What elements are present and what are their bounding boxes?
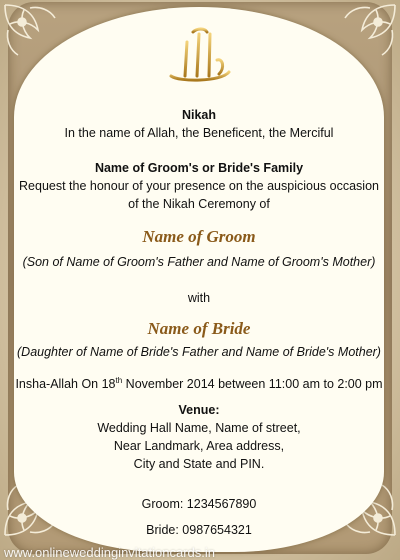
event-date bbox=[14, 375, 384, 393]
bride-name: Name of Bride bbox=[147, 319, 251, 338]
venue-line-2: Near Landmark, Area address, bbox=[113, 439, 285, 453]
request-line-1: Request the honour of your presence on the auspicious occasion bbox=[19, 179, 379, 193]
bismillah-text: In the name of Allah, the Beneficent, the Merciful bbox=[64, 126, 334, 140]
bride-contact: Bride: 0987654321 bbox=[146, 523, 252, 537]
invitation-text bbox=[14, 0, 384, 539]
groom-name: Name of Groom bbox=[142, 227, 256, 246]
venue-line-3: City and State and PIN. bbox=[133, 457, 265, 471]
with-text: with bbox=[187, 291, 211, 305]
groom-parents: (Son of Name of Groom's Father and Name of Groom's Mother) bbox=[22, 255, 376, 269]
request-line-2: of the Nikah Ceremony of bbox=[128, 197, 270, 211]
nikah-title: Nikah bbox=[181, 108, 217, 122]
family-name: Name of Groom's or Bride's Family bbox=[94, 161, 304, 175]
website-watermark: www.onlineweddinginvitationcards.in bbox=[4, 545, 216, 560]
venue-line-1: Wedding Hall Name, Name of street, bbox=[97, 421, 301, 435]
venue-label: Venue: bbox=[178, 403, 220, 417]
groom-contact: Groom: 1234567890 bbox=[141, 497, 257, 511]
date-prefix: Insha-Allah On 18 bbox=[15, 377, 116, 391]
date-rest: November 2014 between 11:00 am to 2:00 pm bbox=[122, 377, 383, 391]
date-ordinal: th bbox=[115, 375, 123, 385]
allah-calligraphy-icon bbox=[159, 24, 239, 86]
bride-parents: (Daughter of Name of Bride's Father and Name of Bride's Mother) bbox=[17, 345, 381, 359]
